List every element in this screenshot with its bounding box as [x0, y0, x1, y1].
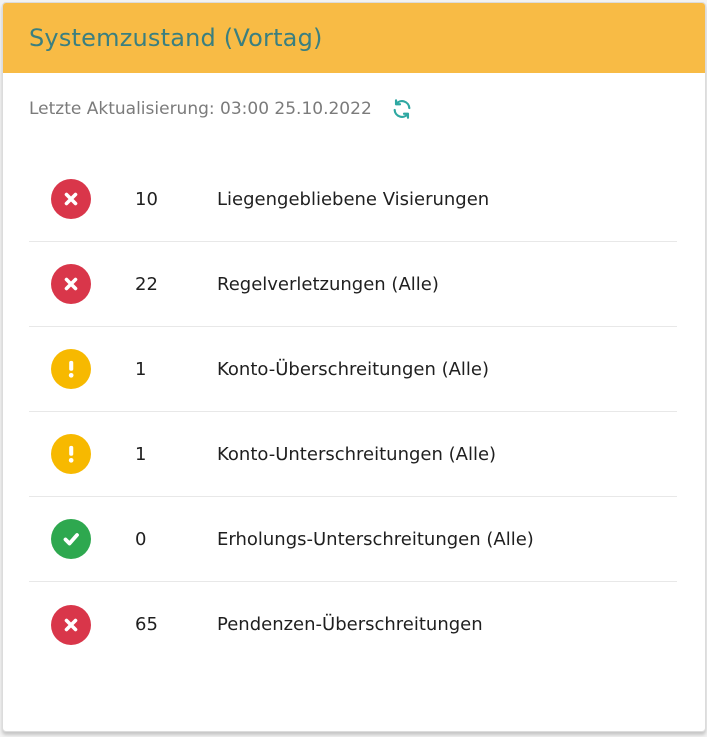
status-row[interactable]	[29, 157, 677, 242]
last-update-row	[3, 73, 705, 145]
status-row[interactable]	[29, 327, 677, 412]
error-x-icon	[51, 264, 91, 304]
status-row[interactable]	[29, 242, 677, 327]
status-label: Pendenzen-Überschreitungen	[217, 614, 483, 635]
status-count: 1	[135, 443, 147, 465]
status-count: 1	[135, 358, 147, 380]
status-row[interactable]	[29, 582, 677, 667]
last-update-text: Letzte Aktualisierung: 03:00 25.10.2022	[29, 99, 372, 119]
ok-check-icon	[51, 519, 91, 559]
warning-exclamation-icon	[51, 349, 91, 389]
status-count: 22	[135, 273, 158, 295]
status-label: Regelverletzungen (Alle)	[217, 273, 439, 295]
status-count: 10	[135, 188, 158, 210]
refresh-icon[interactable]	[390, 97, 414, 121]
status-label: Konto-Unterschreitungen (Alle)	[217, 443, 497, 465]
status-label: Konto-Überschreitungen (Alle)	[217, 358, 490, 380]
error-x-icon	[51, 605, 91, 645]
status-row[interactable]	[29, 412, 677, 497]
status-label: Liegengebliebene Visierungen	[217, 188, 490, 210]
status-list	[3, 157, 705, 667]
system-status-panel	[2, 2, 706, 732]
panel-header	[3, 3, 705, 73]
status-count: 65	[135, 614, 158, 635]
status-count: 0	[135, 528, 147, 550]
error-x-icon	[51, 179, 91, 219]
status-row[interactable]	[29, 497, 677, 582]
warning-exclamation-icon	[51, 434, 91, 474]
panel-title: Systemzustand (Vortag)	[29, 24, 323, 52]
status-label: Erholungs-Unterschreitungen (Alle)	[217, 528, 534, 550]
